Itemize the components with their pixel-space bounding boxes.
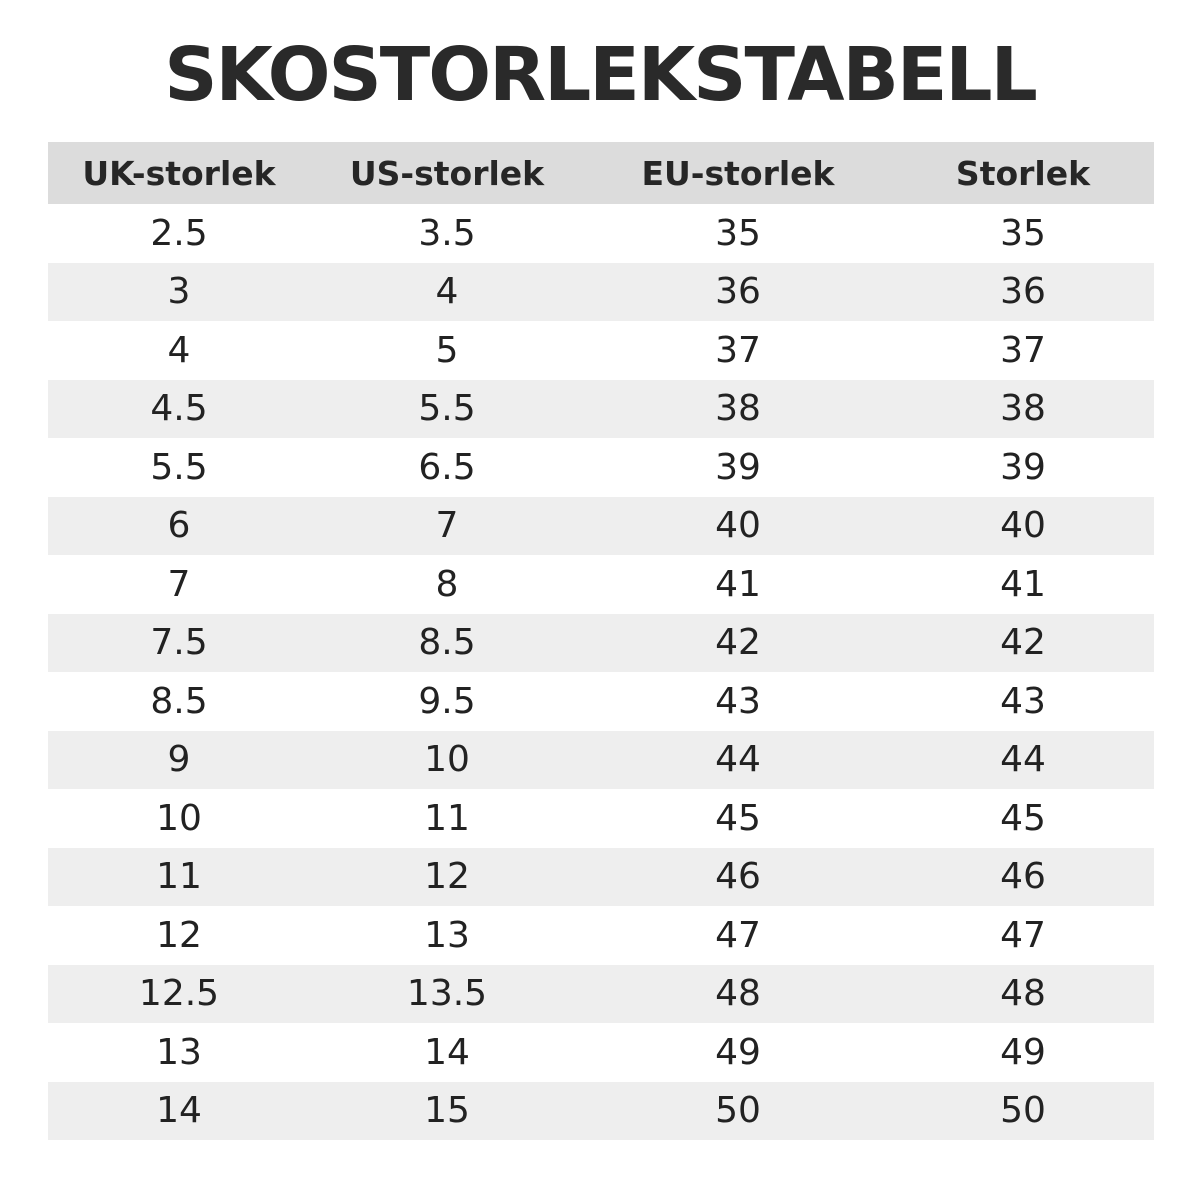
cell-size: 49 <box>1000 1031 1046 1073</box>
cell-eu-size: 37 <box>715 329 761 371</box>
cell-eu-size: 42 <box>715 622 761 664</box>
cell-us-size: 12 <box>424 856 470 898</box>
header-uk-size: UK-storlek <box>82 153 276 193</box>
page-title: SKOSTORLEKSTABELL <box>164 32 1036 118</box>
cell-eu-size: 36 <box>715 271 761 313</box>
cell-size: 43 <box>1000 680 1046 722</box>
cell-eu-size: 50 <box>715 1090 761 1132</box>
table-row <box>48 1023 1154 1082</box>
cell-us-size: 8 <box>435 563 459 605</box>
cell-uk-size: 6 <box>167 505 191 547</box>
header-size: Storlek <box>955 153 1091 193</box>
cell-uk-size: 10 <box>156 797 202 839</box>
cell-us-size: 13 <box>424 914 470 956</box>
cell-us-size: 5.5 <box>418 388 476 430</box>
cell-uk-size: 8.5 <box>150 680 208 722</box>
header-us-size: US-storlek <box>349 153 545 193</box>
cell-size: 45 <box>1000 797 1046 839</box>
table-row <box>48 906 1154 965</box>
cell-size: 41 <box>1000 563 1046 605</box>
cell-uk-size: 2.5 <box>150 212 208 254</box>
cell-us-size: 8.5 <box>418 622 476 664</box>
cell-uk-size: 14 <box>156 1090 202 1132</box>
cell-size: 44 <box>1000 739 1046 781</box>
cell-eu-size: 38 <box>715 388 761 430</box>
cell-eu-size: 48 <box>715 973 761 1015</box>
cell-size: 35 <box>1000 212 1046 254</box>
cell-uk-size: 12.5 <box>138 973 220 1015</box>
cell-uk-size: 9 <box>167 739 191 781</box>
cell-eu-size: 46 <box>715 856 761 898</box>
cell-size: 47 <box>1000 914 1046 956</box>
table-row <box>48 614 1154 673</box>
cell-eu-size: 35 <box>715 212 761 254</box>
table-row <box>48 321 1154 380</box>
cell-us-size: 13.5 <box>406 973 488 1015</box>
table-row <box>48 438 1154 497</box>
cell-us-size: 14 <box>424 1031 470 1073</box>
cell-us-size: 11 <box>424 797 470 839</box>
table-row <box>48 555 1154 614</box>
cell-size: 39 <box>1000 446 1046 488</box>
cell-eu-size: 40 <box>715 505 761 547</box>
cell-us-size: 10 <box>424 739 470 781</box>
table-row <box>48 380 1154 439</box>
cell-size: 46 <box>1000 856 1046 898</box>
table-row <box>48 789 1154 848</box>
cell-size: 36 <box>1000 271 1046 313</box>
cell-uk-size: 13 <box>156 1031 202 1073</box>
cell-size: 48 <box>1000 973 1046 1015</box>
table-row <box>48 204 1154 263</box>
cell-us-size: 4 <box>435 271 459 313</box>
cell-us-size: 9.5 <box>418 680 476 722</box>
cell-us-size: 7 <box>435 505 459 547</box>
cell-size: 42 <box>1000 622 1046 664</box>
cell-uk-size: 12 <box>156 914 202 956</box>
table-header-row <box>48 142 1154 204</box>
cell-eu-size: 49 <box>715 1031 761 1073</box>
cell-eu-size: 47 <box>715 914 761 956</box>
cell-uk-size: 7 <box>167 563 191 605</box>
header-eu-size: EU-storlek <box>641 153 835 193</box>
table-row <box>48 731 1154 790</box>
cell-uk-size: 4.5 <box>150 388 208 430</box>
cell-size: 37 <box>1000 329 1046 371</box>
cell-us-size: 3.5 <box>418 212 476 254</box>
cell-uk-size: 5.5 <box>150 446 208 488</box>
cell-uk-size: 4 <box>167 329 191 371</box>
cell-eu-size: 41 <box>715 563 761 605</box>
table-row <box>48 672 1154 731</box>
table-row <box>48 965 1154 1024</box>
cell-size: 50 <box>1000 1090 1046 1132</box>
cell-uk-size: 7.5 <box>150 622 208 664</box>
cell-size: 40 <box>1000 505 1046 547</box>
cell-eu-size: 39 <box>715 446 761 488</box>
cell-eu-size: 44 <box>715 739 761 781</box>
cell-eu-size: 43 <box>715 680 761 722</box>
table-row <box>48 848 1154 907</box>
table-row <box>48 497 1154 556</box>
table-row <box>48 263 1154 322</box>
cell-us-size: 15 <box>424 1090 470 1132</box>
cell-size: 38 <box>1000 388 1046 430</box>
cell-uk-size: 11 <box>156 856 202 898</box>
table-body <box>48 204 1154 1140</box>
cell-uk-size: 3 <box>167 271 191 313</box>
table-row <box>48 1082 1154 1141</box>
cell-us-size: 6.5 <box>418 446 476 488</box>
size-table <box>48 142 1154 1140</box>
cell-us-size: 5 <box>435 329 459 371</box>
cell-eu-size: 45 <box>715 797 761 839</box>
